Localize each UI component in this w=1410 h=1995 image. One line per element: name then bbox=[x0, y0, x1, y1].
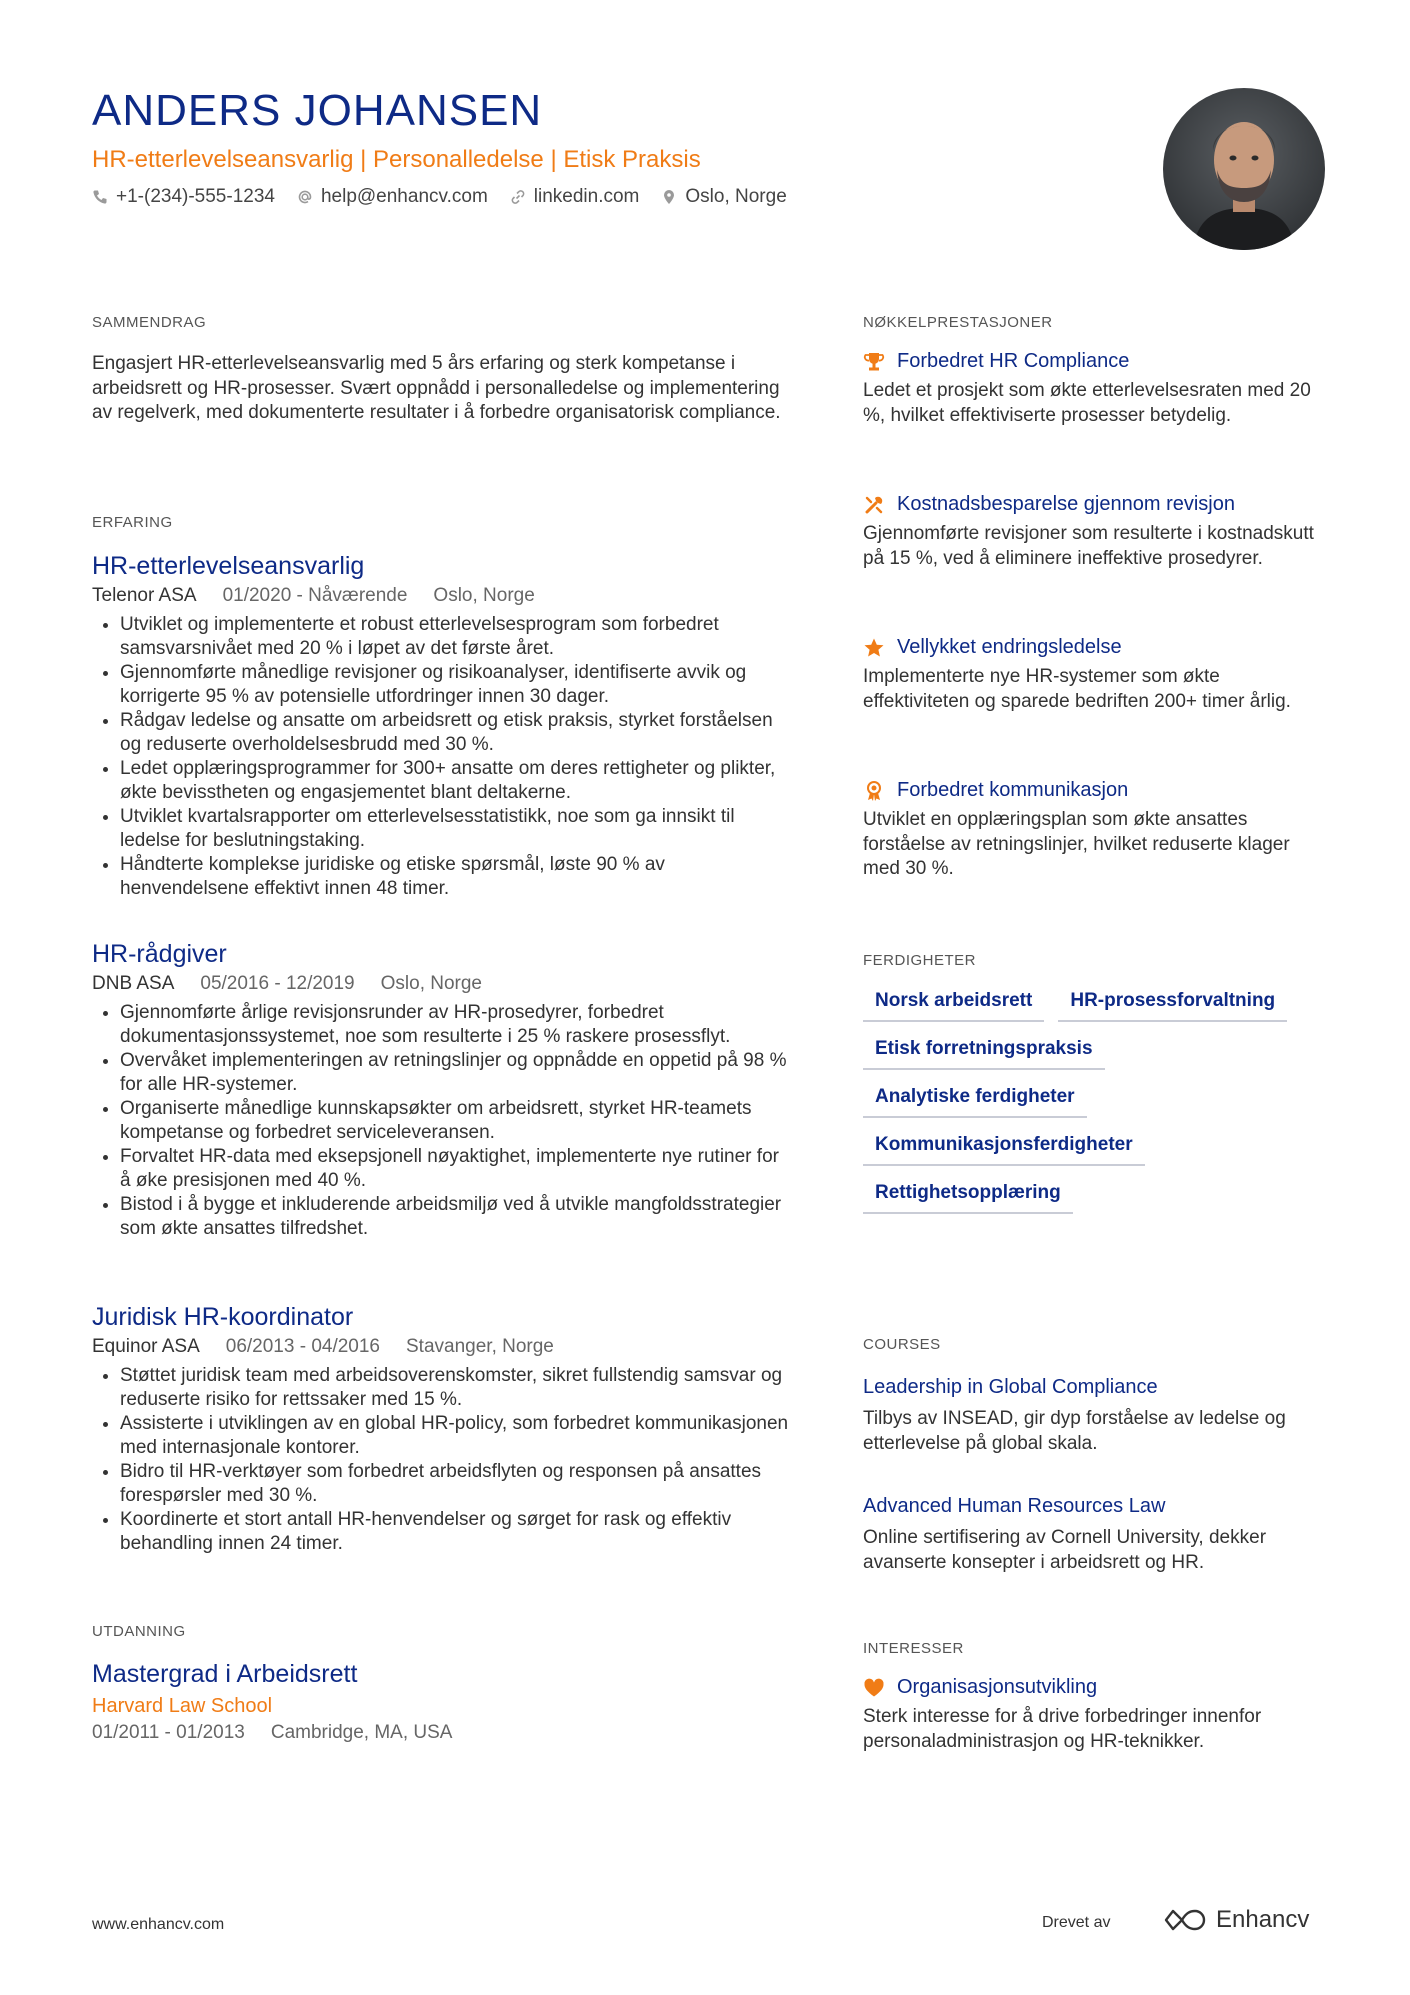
skill-tag: HR-prosessforvaltning bbox=[1058, 990, 1287, 1022]
contact-phone[interactable] bbox=[92, 186, 275, 208]
experience-entry bbox=[92, 940, 792, 1241]
experience-entry bbox=[92, 1303, 792, 1556]
enhancv-logo-icon bbox=[1162, 1907, 1208, 1933]
achievement-item bbox=[863, 636, 1323, 714]
interest-item bbox=[863, 1676, 1323, 1754]
achievement-item bbox=[863, 350, 1323, 428]
course-item bbox=[863, 1495, 1323, 1575]
candidate-tagline: HR-etterlevelseansvarlig | Personalledelse | Etisk Praksis bbox=[92, 146, 701, 173]
job-title: Juridisk HR-koordinator bbox=[92, 1303, 354, 1331]
skill-tag: Analytiske ferdigheter bbox=[863, 1086, 1087, 1118]
award-icon bbox=[863, 780, 885, 802]
footer-site-link[interactable]: www.enhancv.com bbox=[92, 1916, 225, 1933]
contact-linkedin-text: linkedin.com bbox=[533, 186, 640, 207]
section-title-experience: ERFARING bbox=[92, 514, 173, 531]
section-title-interests: INTERESSER bbox=[863, 1640, 964, 1657]
job-bullets bbox=[92, 1364, 792, 1556]
job-bullet: • Gjennomførte årlige revisjonsrunder av HR-prosedyrer, forbedret dokumentasjonssystemet, noe som resulterte i 25 % raskere prosessflyt. bbox=[120, 1001, 792, 1049]
achievement-item bbox=[863, 493, 1323, 571]
job-dates: 05/2016 - 12/2019 bbox=[200, 973, 355, 994]
course-desc: Online sertifisering av Cornell University, dekker avanserte konsepter i arbeidsrett og HR. bbox=[863, 1527, 1267, 1573]
education-entry bbox=[92, 1660, 792, 1744]
job-bullet: • Utviklet og implementerte et robust etterlevelsesprogram som forbedret samsvarsnivået med 20 % i løpet av det første året. bbox=[120, 613, 792, 661]
section-title-summary: SAMMENDRAG bbox=[92, 314, 207, 331]
achievement-desc: Utviklet en opplæringsplan som økte ansattes forståelse av retningslinjer, hvilket reduserte klager med 30 %. bbox=[863, 809, 1290, 879]
course-item bbox=[863, 1376, 1323, 1456]
heart-icon bbox=[863, 1677, 885, 1699]
job-company: DNB ASA bbox=[92, 973, 175, 994]
skill-tag: Rettighetsopplæring bbox=[863, 1182, 1073, 1214]
link-icon bbox=[510, 189, 526, 205]
education-degree: Mastergrad i Arbeidsrett bbox=[92, 1660, 358, 1688]
section-title-achievements: NØKKELPRESTASJONER bbox=[863, 314, 1053, 331]
education-school: Harvard Law School bbox=[92, 1695, 273, 1717]
achievement-title: Kostnadsbesparelse gjennom revisjon bbox=[897, 493, 1235, 515]
job-location: Stavanger, Norge bbox=[406, 1336, 554, 1357]
skills-list bbox=[863, 990, 1333, 1230]
job-bullet: • Overvåket implementeringen av retningslinjer og oppnådde en oppetid på 98 % for alle HR-systemer. bbox=[120, 1049, 792, 1097]
section-title-courses: COURSES bbox=[863, 1336, 941, 1353]
job-bullet: • Assisterte i utviklingen av en global HR-policy, som forbedret kommunikasjonen med internasjonale kontorer. bbox=[120, 1412, 792, 1460]
job-title: HR-rådgiver bbox=[92, 940, 227, 968]
trophy-icon bbox=[863, 351, 885, 373]
at-icon bbox=[297, 189, 313, 205]
experience-entry bbox=[92, 552, 792, 901]
section-title-education: UTDANNING bbox=[92, 1623, 186, 1640]
contact-email[interactable] bbox=[297, 186, 488, 208]
interest-title: Organisasjonsutvikling bbox=[897, 1676, 1098, 1698]
job-bullet: • Bistod i å bygge et inkluderende arbeidsmiljø ved å utvikle mangfoldsstrategier som økte ansattes tilfredshet. bbox=[120, 1193, 792, 1241]
skill-tag: Etisk forretningspraksis bbox=[863, 1038, 1105, 1070]
job-bullet: • Koordinerte et stort antall HR-henvendelser og sørget for rask og effektiv behandling innen 24 timer. bbox=[120, 1508, 792, 1556]
summary-section bbox=[92, 352, 792, 426]
footer-powered-by: Drevet av bbox=[1042, 1914, 1111, 1931]
education-dates: 01/2011 - 01/2013 bbox=[92, 1722, 245, 1743]
candidate-name: ANDERS JOHANSEN bbox=[92, 86, 543, 135]
contact-phone-text: +1-(234)-555-1234 bbox=[116, 186, 275, 207]
interest-desc: Sterk interesse for å drive forbedringer innenfor personaladministrasjon og HR-teknikker. bbox=[863, 1706, 1262, 1752]
education-location: Cambridge, MA, USA bbox=[270, 1722, 453, 1743]
skill-tag: Kommunikasjonsferdigheter bbox=[863, 1134, 1145, 1166]
section-title-skills: FERDIGHETER bbox=[863, 952, 977, 969]
job-bullets bbox=[92, 613, 792, 901]
summary-text: Engasjert HR-etterlevelseansvarlig med 5 års erfaring og sterk kompetanse i arbeidsrett og HR-prosesser. Svært oppnådd i personalledelse og implementering av regelverk, med dokumenterte resultater i å forbedre organisatorisk compliance. bbox=[92, 353, 781, 423]
achievement-title: Forbedret kommunikasjon bbox=[897, 779, 1129, 801]
achievement-desc: Gjennomførte revisjoner som resulterte i kostnadskutt på 15 %, ved å eliminere ineffektive prosedyrer. bbox=[863, 523, 1314, 569]
course-title: Advanced Human Resources Law bbox=[863, 1495, 1166, 1517]
tools-icon bbox=[863, 494, 885, 516]
contact-location bbox=[661, 186, 786, 208]
job-company: Telenor ASA bbox=[92, 585, 197, 606]
footer-brand-logo[interactable] bbox=[1162, 1906, 1309, 1934]
contact-location-text: Oslo, Norge bbox=[685, 186, 787, 207]
star-icon bbox=[863, 637, 885, 659]
job-bullet: • Rådgav ledelse og ansatte om arbeidsrett og etisk praksis, styrket forståelsen og reduserte overholdelsesbrudd med 30 %. bbox=[120, 709, 792, 757]
job-location: Oslo, Norge bbox=[433, 585, 535, 606]
location-pin-icon bbox=[661, 189, 677, 205]
job-bullet: • Utviklet kvartalsrapporter om etterlevelsesstatistikk, noe som ga innsikt til ledelse for beslutningstaking. bbox=[120, 805, 792, 853]
profile-photo bbox=[1163, 88, 1325, 250]
job-dates: 06/2013 - 04/2016 bbox=[225, 1336, 380, 1357]
job-company: Equinor ASA bbox=[92, 1336, 200, 1357]
job-bullet: • Støttet juridisk team med arbeidsoverenskomster, sikret fullstendig samsvar og reduserte risiko for rettssaker med 15 %. bbox=[120, 1364, 792, 1412]
achievement-item bbox=[863, 779, 1323, 882]
skill-tag: Norsk arbeidsrett bbox=[863, 990, 1044, 1022]
phone-icon bbox=[92, 189, 108, 205]
contact-linkedin[interactable] bbox=[510, 186, 640, 208]
job-bullet: • Håndterte komplekse juridiske og etiske spørsmål, løste 90 % av henvendelsene effektivt innen 48 timer. bbox=[120, 853, 792, 901]
job-bullet: • Forvaltet HR-data med eksepsjonell nøyaktighet, implementerte nye rutiner for å øke presisjonen med 40 %. bbox=[120, 1145, 792, 1193]
job-dates: 01/2020 - Nåværende bbox=[222, 585, 408, 606]
job-bullet: • Organiserte månedlige kunnskapsøkter om arbeidsrett, styrket HR-teamets kompetanse og forbedret serviceleveransen. bbox=[120, 1097, 792, 1145]
job-bullets bbox=[92, 1001, 792, 1241]
job-bullet: • Gjennomførte månedlige revisjoner og risikoanalyser, identifiserte avvik og korrigerte 95 % av potensielle utfordringer innen 30 dager. bbox=[120, 661, 792, 709]
footer-brand-name: Enhancv bbox=[1216, 1906, 1310, 1933]
contact-email-text: help@enhancv.com bbox=[320, 186, 488, 207]
job-bullet: • Bidro til HR-verktøyer som forbedret arbeidsflyten og responsen på ansattes forespørsler med 30 %. bbox=[120, 1460, 792, 1508]
job-location: Oslo, Norge bbox=[380, 973, 482, 994]
course-desc: Tilbys av INSEAD, gir dyp forståelse av ledelse og etterlevelse på global skala. bbox=[863, 1408, 1286, 1454]
contact-bar bbox=[92, 186, 787, 208]
achievement-title: Forbedret HR Compliance bbox=[897, 350, 1130, 372]
achievement-title: Vellykket endringsledelse bbox=[897, 636, 1122, 658]
course-title: Leadership in Global Compliance bbox=[863, 1376, 1158, 1398]
job-bullet: • Ledet opplæringsprogrammer for 300+ ansatte om deres rettigheter og plikter, økte bevisstheten og engasjementet blant deltakerne. bbox=[120, 757, 792, 805]
achievement-desc: Ledet et prosjekt som økte etterlevelsesraten med 20 %, hvilket effektiviserte prosesser betydelig. bbox=[863, 380, 1311, 426]
job-title: HR-etterlevelseansvarlig bbox=[92, 552, 365, 580]
achievement-desc: Implementerte nye HR-systemer som økte effektiviteten og sparede bedriften 200+ timer årlig. bbox=[863, 666, 1291, 712]
